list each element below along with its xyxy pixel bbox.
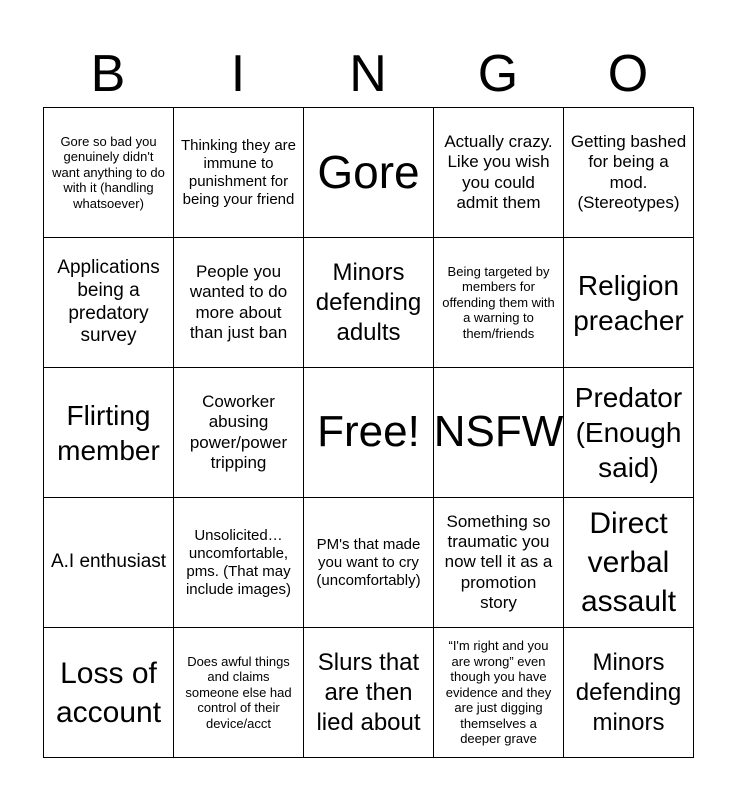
bingo-cell[interactable]: Minors defending minors — [564, 628, 694, 758]
bingo-cell[interactable]: Religion preacher — [564, 238, 694, 368]
bingo-cell[interactable]: “I'm right and you are wrong” even though you have evidence and they are just digging themselves a deeper grave — [434, 628, 564, 758]
bingo-cell[interactable]: Actually crazy. Like you wish you could admit them — [434, 108, 564, 238]
bingo-cell[interactable]: Minors defending adults — [304, 238, 434, 368]
bingo-cell[interactable]: NSFW — [434, 368, 564, 498]
bingo-cell[interactable]: Thinking they are immune to punishment for being your friend — [174, 108, 304, 238]
bingo-cell[interactable]: Being targeted by members for offending them with a warning to them/friends — [434, 238, 564, 368]
bingo-cell[interactable]: Direct verbal assault — [564, 498, 694, 628]
bingo-cell[interactable]: Coworker abusing power/power tripping — [174, 368, 304, 498]
free-space[interactable]: Free! — [304, 368, 434, 498]
bingo-cell[interactable]: People you wanted to do more about than just ban — [174, 238, 304, 368]
header-letter-g: G — [477, 45, 519, 103]
bingo-cell[interactable]: Gore so bad you genuinely didn't want anything to do with it (handling whatsoever) — [44, 108, 174, 238]
bingo-cell[interactable]: Does awful things and claims someone else had control of their device/acct — [174, 628, 304, 758]
bingo-cell[interactable]: Flirting member — [44, 368, 174, 498]
bingo-cell[interactable]: Something so traumatic you now tell it as a promotion story — [434, 498, 564, 628]
bingo-cell[interactable]: PM's that made you want to cry (uncomfortably) — [304, 498, 434, 628]
bingo-header — [43, 44, 693, 104]
bingo-cell[interactable]: Gore — [304, 108, 434, 238]
bingo-cell[interactable]: A.I enthusiast — [44, 498, 174, 628]
bingo-cell[interactable]: Predator (Enough said) — [564, 368, 694, 498]
header-letter-i: I — [230, 45, 246, 103]
bingo-cell[interactable]: Slurs that are then lied about — [304, 628, 434, 758]
bingo-cell[interactable]: Applications being a predatory survey — [44, 238, 174, 368]
header-letter-o: O — [607, 45, 649, 103]
bingo-grid — [43, 107, 694, 758]
header-letter-n: N — [349, 45, 387, 103]
bingo-cell[interactable]: Loss of account — [44, 628, 174, 758]
header-letter-b: B — [90, 45, 126, 103]
bingo-cell[interactable]: Getting bashed for being a mod. (Stereotypes) — [564, 108, 694, 238]
bingo-cell[interactable]: Unsolicited… uncomfortable, pms. (That may include images) — [174, 498, 304, 628]
